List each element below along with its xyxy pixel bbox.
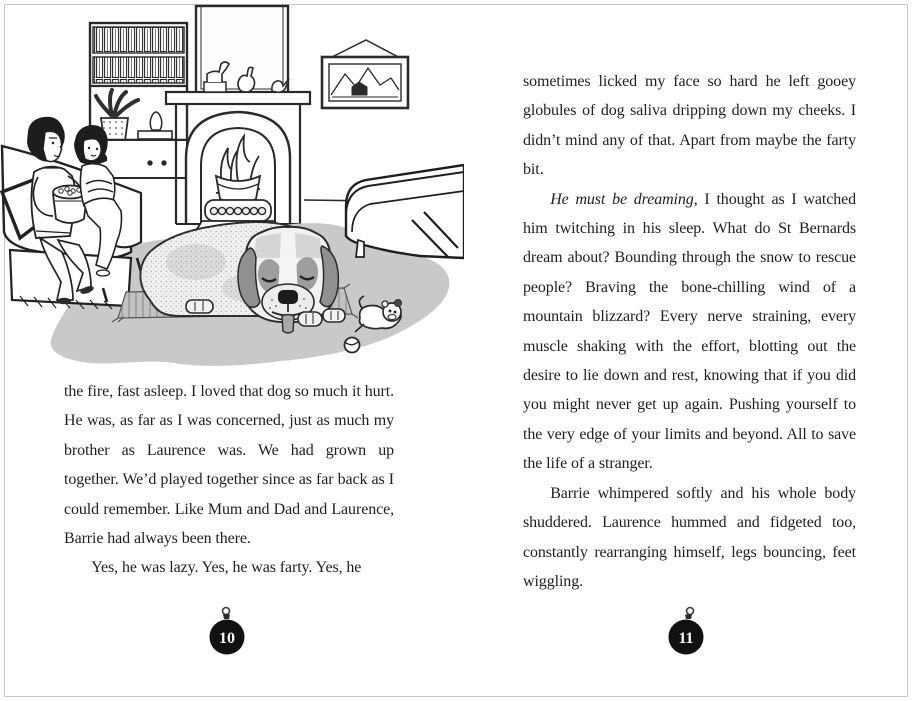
- page-number-bauble-right: [666, 604, 706, 660]
- page-number-bauble-left: [207, 604, 247, 660]
- teddy-ear: [395, 300, 402, 307]
- mantel-shelf: [166, 92, 310, 104]
- book-row-bottom: [93, 57, 184, 83]
- dog-tongue: [282, 315, 294, 334]
- right-page-text: [523, 67, 856, 596]
- paragraph: [523, 185, 856, 479]
- book-row-top: [93, 27, 184, 53]
- paragraph: the fire, fast asleep. I loved that dog so much it hurt. He was, as far as I was concerned, just as much my brother as Laurence was. We had grown up together. We’d played together since as far back as I could remember. Like Mum and Dad and Laurence, Barrie had always been there.: [64, 383, 394, 548]
- page-number: 10: [219, 630, 235, 647]
- ball-toy: [345, 338, 360, 353]
- paragraph-text: , I thought as I watched him twitching in his sleep. What do St Bernards dream about? Bounding through the snow to rescue people? Braving the bone-chilling wind of a mountain blizzard? Every nerve straining, every muscle shaking with the effort, blotting out the desire to lie down and rest, knowing that if you did you might never get up again. Pushing yourself to the very edge of your limits and beyond. All to save the life of a stranger.: [523, 190, 857, 473]
- bauble-cap-icon: [223, 615, 230, 620]
- paragraph: Yes, he was lazy. Yes, he was farty. Yes, he: [91, 559, 362, 577]
- parent-shoe: [57, 298, 71, 304]
- dog-paw: [323, 309, 345, 322]
- dog-paw: [298, 312, 322, 326]
- paragraph: Barrie whimpered softly and his whole body shuddered. Laurence hummed and fidgeted too, constantly rearranging himself, legs bouncing, feet wiggling.: [523, 484, 856, 590]
- bauble-cap-icon: [685, 615, 692, 620]
- bauble-ring-icon: [687, 608, 694, 615]
- st-bernard-dog: [140, 222, 345, 333]
- dog-paw: [186, 300, 213, 313]
- picture-frame: [322, 40, 408, 108]
- italic-phrase: He must be dreaming: [550, 190, 694, 208]
- teddy-snout: [388, 314, 396, 319]
- dog-nose: [278, 290, 298, 304]
- page-number: 11: [678, 630, 694, 647]
- right-sofa: [346, 165, 464, 258]
- child-face: [83, 138, 101, 161]
- paragraph: sometimes licked my face so hard he left gooey globules of dog saliva dripping down my cheeks. I didn’t mind any of that. Apart from maybe the farty bit.: [523, 73, 856, 179]
- left-page-text: [64, 377, 394, 583]
- child-foot: [97, 270, 110, 276]
- sofa-leg: [356, 240, 364, 257]
- parent-face: [43, 131, 62, 161]
- teddy-ear: [382, 301, 388, 307]
- living-room-illustration: [0, 0, 464, 372]
- bauble-ring-icon: [223, 608, 230, 615]
